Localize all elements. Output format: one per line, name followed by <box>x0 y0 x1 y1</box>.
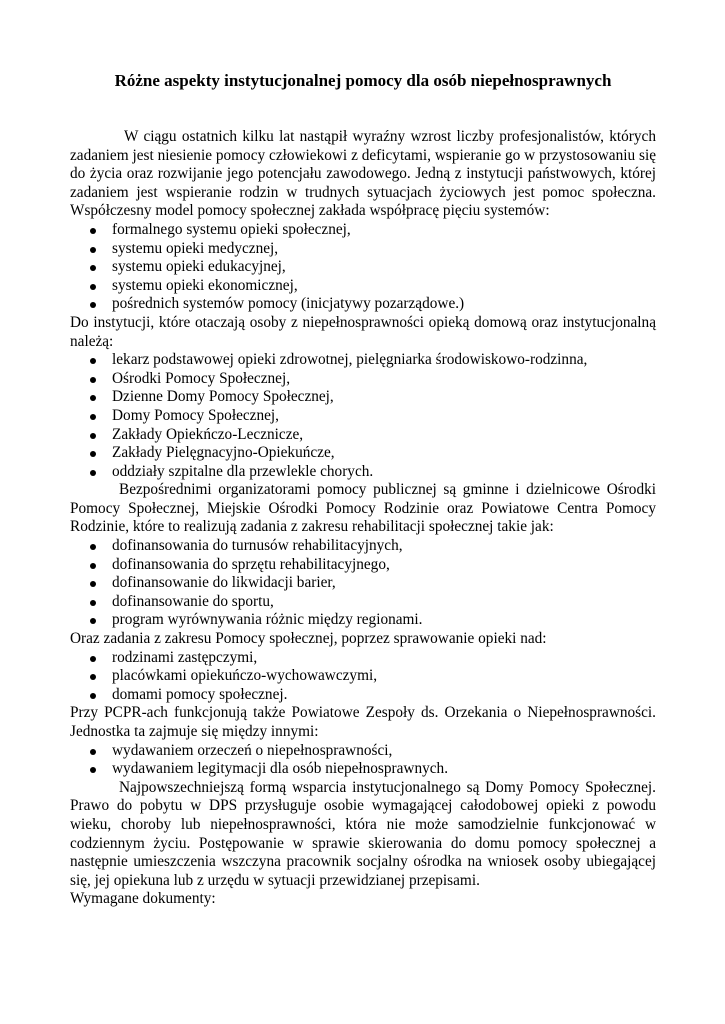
organizers-paragraph: Bezpośrednimi organizatorami pomocy publicznej są gminne i dzielnicowe Ośrodki Pomocy Społecznej, Miejskie Ośrodki Pomocy Rodzinie oraz Powiatowe Centra Pomocy Rodzinie, które to realizują zadania z zakresu rehabilitacji społecznej takie jak: <box>70 481 656 536</box>
list-item: dofinansowania do sprzętu rehabilitacyjnego, <box>70 556 656 575</box>
list-item: program wyrównywania różnic między regionami. <box>70 611 656 630</box>
list-item: domami pomocy społecznej. <box>70 686 656 705</box>
list-item: systemu opieki edukacyjnej, <box>70 258 656 277</box>
list-item: Zakłady Pielęgnacyjno-Opiekuńcze, <box>70 444 656 463</box>
document-title: Różne aspekty instytucjonalnej pomocy dla osób niepełnosprawnych <box>114 71 612 90</box>
rehab-tasks-list <box>70 537 656 630</box>
list-item: Domy Pomocy Społecznej, <box>70 407 656 426</box>
list-item: dofinansowania do turnusów rehabilitacyjnych, <box>70 537 656 556</box>
list-item: pośrednich systemów pomocy (inicjatywy pozarządowe.) <box>70 295 656 314</box>
dps-paragraph: Najpowszechniejszą formą wsparcia instytucjonalnego są Domy Pomocy Społecznej. Prawo do pobytu w DPS przysługuje osobie wymagającej całodobowej opieki z powodu wieku, choroby lub niepełnosprawności, która nie może samodzielnie funkcjonować w codziennym życiu. Postępowanie w sprawie skierowania do domu pomocy społecznej a następnie umieszczenia wszczyna pracownik socjalny ośrodka na wniosek osoby ubiegającej się, jej opiekuna lub z urzędu w sytuacji przewidzianej przepisami. <box>70 778 656 889</box>
systems-list <box>70 221 656 314</box>
document-page <box>70 0 656 1024</box>
document-body <box>70 128 656 909</box>
list-item: dofinansowanie do sportu, <box>70 593 656 612</box>
list-item: oddziały szpitalne dla przewlekle chorych. <box>70 463 656 482</box>
list-item: rodzinami zastępczymi, <box>70 649 656 668</box>
list-item: systemu opieki medycznej, <box>70 240 656 259</box>
list-item: dofinansowanie do likwidacji barier, <box>70 574 656 593</box>
institutions-intro: Do instytucji, które otaczają osoby z niepełnosprawności opieką domową oraz instytucjonalną należą: <box>70 313 656 350</box>
list-item: Ośrodki Pomocy Społecznej, <box>70 370 656 389</box>
list-item: systemu opieki ekonomicznej, <box>70 277 656 296</box>
list-item: Zakłady Opiekńczo-Lecznicze, <box>70 426 656 445</box>
pcpr-paragraph: Przy PCPR-ach funkcjonują także Powiatowe Zespoły ds. Orzekania o Niepełnosprawności. Jednostka ta zajmuje się między innymi: <box>70 704 656 740</box>
list-item: placówkami opiekuńczo-wychowawczymi, <box>70 667 656 686</box>
list-item: wydawaniem legitymacji dla osób niepełnosprawnych. <box>70 760 656 779</box>
list-item: lekarz podstawowej opieki zdrowotnej, pielęgniarka środowiskowo-rodzinna, <box>70 351 656 370</box>
list-item: wydawaniem orzeczeń o niepełnosprawności, <box>70 742 656 761</box>
social-tasks-list <box>70 649 656 705</box>
required-documents-heading: Wymagane dokumenty: <box>70 890 216 908</box>
intro-paragraph: W ciągu ostatnich kilku lat nastąpił wyraźny wzrost liczby profesjonalistów, których zadaniem jest niesienie pomocy człowiekowi z deficytami, wspieranie go w przystosowaniu się do życia oraz rozwijanie jego potencjału zawodowego. Jedną z instytucji państwowych, której zadaniem jest wspieranie rodzin w trudnych sytuacjach życiowych jest pomoc społeczna. Współczesny model pomocy społecznej zakłada współpracę pięciu systemów: <box>70 128 656 220</box>
list-item: formalnego systemu opieki społecznej, <box>70 221 656 240</box>
social-tasks-intro: Oraz zadania z zakresu Pomocy społecznej, poprzez sprawowanie opieki nad: <box>70 630 547 648</box>
pcpr-tasks-list <box>70 742 656 779</box>
list-item: Dzienne Domy Pomocy Społecznej, <box>70 388 656 407</box>
institutions-list <box>70 351 656 481</box>
